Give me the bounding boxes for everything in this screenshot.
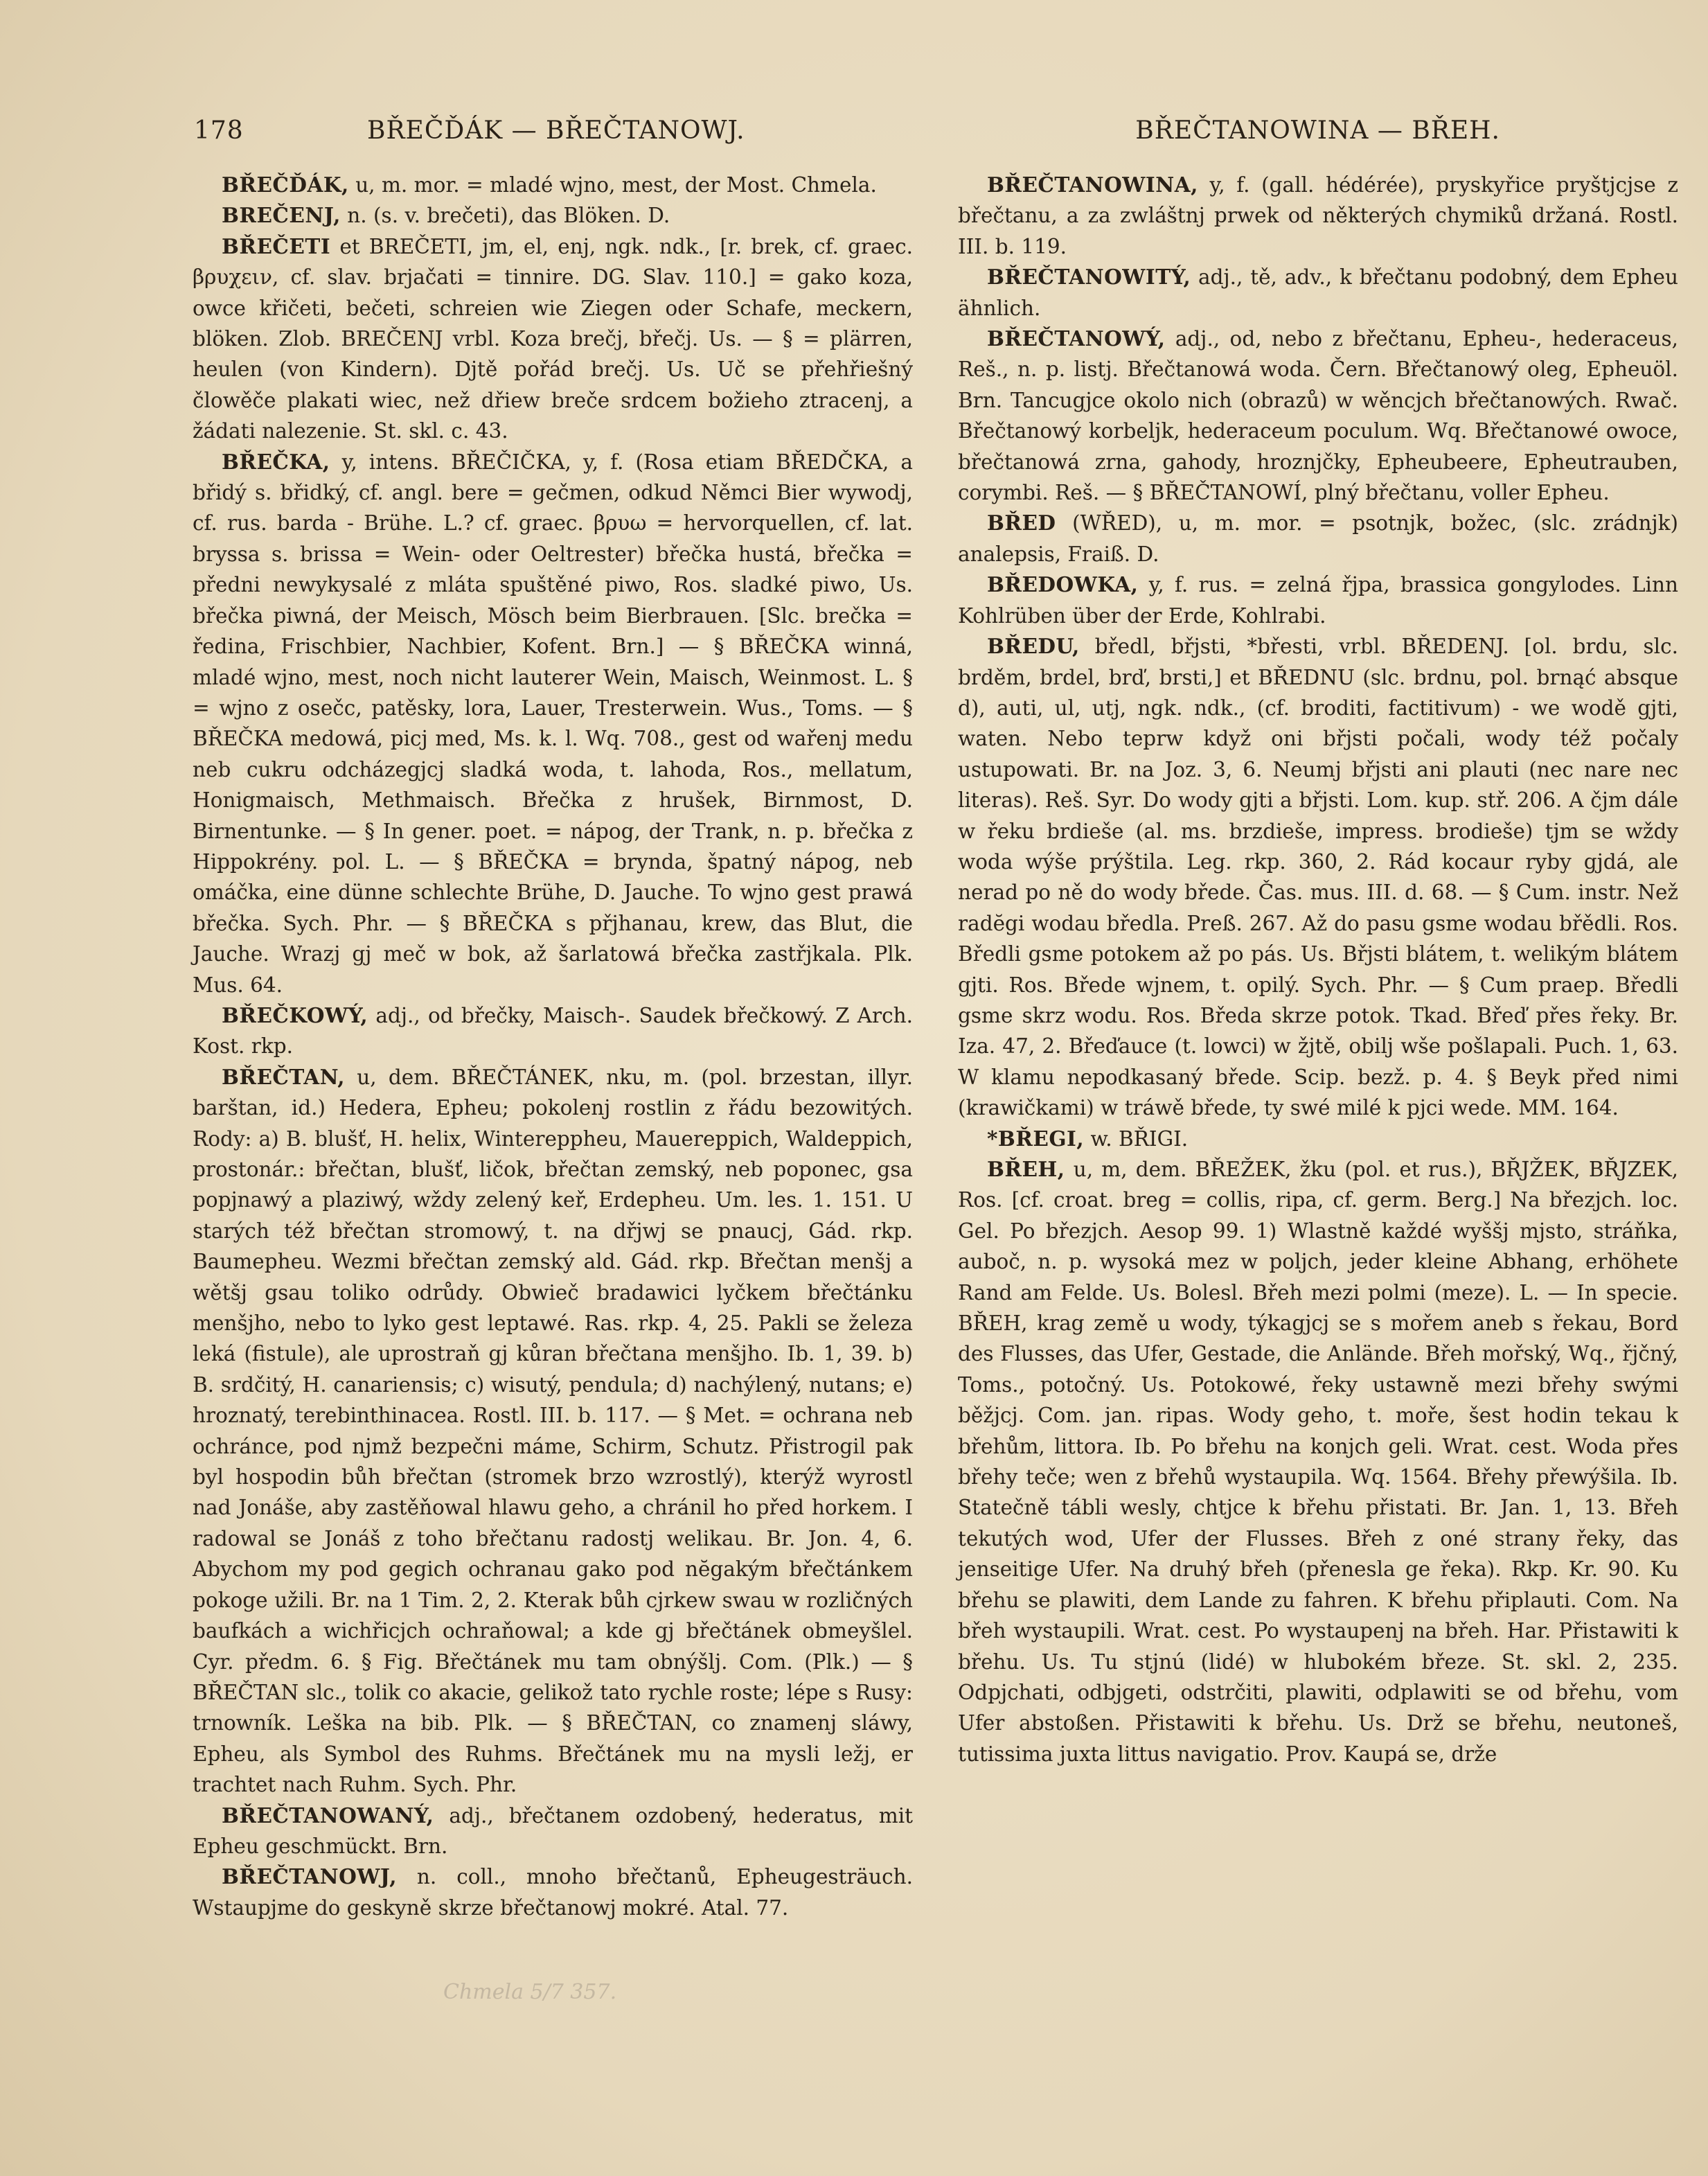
- dictionary-entry: [193, 447, 913, 1000]
- entry-text: y, f. rus. = zelná řjpa, brassica gongylodes. Linn Kohlrüben über der Erde, Kohlrabi.: [958, 573, 1678, 628]
- dictionary-entry: [958, 324, 1678, 508]
- entry-text: u, m, dem. BŘEŽEK, žku (pol. et rus.), BŘJŽEK, BŘJZEK, Ros. [cf. croat. breg = collis, ripa, cf. germ. Berg.] Na březjch. loc. Gel. Po březjch. Aesop 99. 1) Wlastně každé wyššj mjsto, stráňka, auboč, n. p. wysoká mez w poljch, jeder kleine Abhang, erhöhete Rand am Felde. Us. Bolesl. Břeh mezi polmi (meze). L. — In specie. BŘEH, krag země u wody, týkagjcj se s mořem aneb s řekau, Bord des Flusses, das Ufer, Gestade, die Anlände. Břeh mořský, Wq., řjčný, Toms., potočný. Us. Potokowé, řeky ustawně mezi břehy swými běžjcj. Com. jan. ripas. Wody geho, t. moře, šest hodin tekau k břehům, littora. Ib. Po břehu na konjch geli. Wrat. cest. Woda přes břehy teče; wen z břehů wystaupila. Wq. 1564. Břehy přewýšila. Ib. Statečně tábli wesly, chtjce k břehu přistati. Br. Jan. 1, 13. Břeh tekutých wod, Ufer der Flusses. Břeh z oné strany řeky, das jenseitige Ufer. Na druhý břeh (přenesla ge řeka). Rkp. Kr. 90. Ku břehu se plawiti, dem Lande zu fahren. K břehu připlauti. Com. Na břeh wystaupili. Wrat. cest. Po wystaupenj na břeh. Har. Přistawiti k břehu. Us. Tu stjnú (lidé) w hlubokém březe. St. skl. 2, 235. Odpjchati, odbjgeti, odstrčiti, plawiti, odplawiti se od břehu, vom Ufer abstoßen. Přistawiti k břehu. Us. Drž se břehu, neutoneš, tutissima juxta littus navigatio. Prov. Kaupá se, drže: [958, 1158, 1678, 1766]
- dictionary-entry: [193, 1801, 913, 1862]
- entry-text: bředl, břjsti, *břesti, vrbl. BŘEDENJ. [ol. brdu, slc. brděm, brdel, brď, brsti,] et BŘEDNU (slc. brdnu, pol. brnąć absque d), auti, ul, utj, ngk. ndk., (cf. broditi, factitivum) - we wodě gjti, waten. Nebo teprw když oni břjsti počali, wody též počaly ustupowati. Br. na Joz. 3, 6. Neumj břjsti ani plauti (nec nare nec literas). Reš. Syr. Do wody gjti a břjsti. Lom. kup. stř. 206. A čjm dále w řeku brdieše (al. ms. brzdieše, impress. brodieše) tjm se wždy woda wýše prýštila. Leg. rkp. 360, 2. Rád kocaur ryby gjdá, ale nerad po ně do wody břede. Čas. mus. III. d. 68. — § Cum. instr. Než radĕgi wodau bředla. Preß. 267. Až do pasu gsme wodau břědli. Ros. Bředli gsme potokem až po pás. Us. Břjsti blátem, t. welikým blátem gjti. Ros. Břede wjnem, t. opilý. Sych. Phr. — § Cum praep. Bředli gsme skrz wodu. Ros. Bředa skrze potok. Tkad. Břeď přes řeky. Br. Iza. 47, 2. Břeďauce (t. lowci) w žjtě, obilj wše pošlapali. Puch. 1, 63. W klamu nepodkasaný břede. Scip. bezž. p. 4. § Beyk před nimi (krawičkami) w tráwě břede, ty swé milé k pjci wede. MM. 164.: [958, 635, 1678, 1120]
- headword: BŘED: [987, 511, 1056, 536]
- entry-text: adj., břečtanem ozdobený, hederatus, mit Epheu geschmückt. Brn.: [193, 1803, 913, 1858]
- entry-text: y, f. (gall. hédérée), pryskyřice pryštjcjse z břečtanu, a za zwláštnj prwek od některých chymiků držaná. Rostl. III. b. 119.: [958, 173, 1678, 258]
- entry-text: w. BŘIGI.: [1090, 1126, 1189, 1151]
- headword: BŘEDOWKA,: [987, 572, 1139, 597]
- dictionary-entry: [958, 1154, 1678, 1769]
- headword: BŘEDU,: [987, 634, 1080, 659]
- dictionary-entry: [193, 1861, 913, 1923]
- pencil-annotation: Chmela 5/7 357.: [443, 1980, 617, 2004]
- entry-text: (WŘED), u, m. mor. = psotnjk, božec, (slc. zrádnjk) analepsis, Fraiß. D.: [958, 511, 1678, 566]
- dictionary-entry: [193, 231, 913, 447]
- entry-text: n. (s. v. brečeti), das Blöken. D.: [347, 204, 670, 228]
- left-running-head: BŘEČĎÁK — BŘEČTANOWJ.: [367, 116, 745, 145]
- headword: BŘEČTAN,: [222, 1064, 345, 1089]
- entry-text: u, m. mor. = mladé wjno, mest, der Most. Chmela.: [355, 173, 877, 197]
- headword: BREČENJ,: [222, 203, 341, 228]
- headword: BŘEČKOWÝ,: [222, 1002, 368, 1027]
- left-column: [193, 170, 913, 1923]
- dictionary-entry: [193, 1062, 913, 1801]
- page-header: [194, 116, 1500, 158]
- dictionary-entry: [958, 631, 1678, 1124]
- headword: BŘEČTANOWANÝ,: [222, 1803, 434, 1828]
- right-column: [958, 170, 1678, 1769]
- dictionary-entry: [958, 569, 1678, 631]
- right-running-head: BŘEČTANOWINA — BŘEH.: [1135, 116, 1500, 145]
- dictionary-entry: [958, 1124, 1678, 1154]
- dictionary-entry: [958, 262, 1678, 324]
- entry-text: adj., od břečky, Maisch-. Saudek břečkowý. Z Arch. Kost. rkp.: [193, 1003, 913, 1059]
- headword: BŘEČKA,: [222, 449, 330, 474]
- entry-text: et BREČETI, jm, el, enj, ngk. ndk., [r. brek, cf. graec. βρυχειν, cf. slav. brjačati = tinnire. DG. Slav. 110.] = gako koza, owce křičeti, bečeti, schreien wie Ziegen oder Schafe, meckern, blöken. Zlob. BREČENJ vrbl. Koza brečj, břečj. Us. — § = plärren, heulen (von Kindern). Djtě pořád brečj. Us. Uč se přehřiešný člowěče plakati wiec, než dřiew breče srdcem božieho ztracenj, a žádati nalezenie. St. skl. c. 43.: [193, 234, 913, 443]
- entry-text: adj., tě, adv., k břečtanu podobný, dem Epheu ähnlich.: [958, 265, 1678, 320]
- entry-text: y, intens. BŘEČIČKA, y, f. (Rosa etiam BŘEDČKA, a břidý s. břidký, cf. angl. bere = gečmen, odkud Němci Bier wywodj, cf. rus. barda - Brühe. L.? cf. graec. βρυω = hervorquellen, cf. lat. bryssa s. brissa = Wein- oder Oeltrester) břečka hustá, břečka = předni newykysalé z mláta spuštěné piwo, Ros. sladké piwo, Us. břečka piwná, der Meisch, Mösch beim Bierbrauen. [Slc. brečka = ředina, Frischbier, Nachbier, Kofent. Brn.] — § BŘEČKA winná, mladé wjno, mest, noch nicht lauterer Wein, Maisch, Weinmost. L. § = wjno z osečc, patěsky, lora, Lauer, Tresterwein. Wus., Toms. — § BŘEČKA medowá, picj med, Ms. k. l. Wq. 708., gest od wařenj medu neb cukru odcházegjcj sladká woda, t. lahoda, Ros., mellatum, Honigmaisch, Methmaisch. Břečka z hrušek, Birnmost, D. Birnentunke. — § In gener. poet. = nápog, der Trank, n. p. břečka z Hippokrény. pol. L. — § BŘEČKA = brynda, špatný nápog, neb omáčka, eine dünne schlechte Brühe, D. Jauche. To wjno gest prawá břečka. Sych. Phr. — § BŘEČKA s přjhanau, krew, das Blut, die Jauche. Wrazj gj meč w bok, až šarlatowá břečka zastřjkala. Plk. Mus. 64.: [193, 450, 913, 997]
- dictionary-entry: [193, 1000, 913, 1062]
- dictionary-entry: [193, 170, 913, 200]
- dictionary-entry: [958, 170, 1678, 262]
- entry-text: u, dem. BŘEČTÁNEK, nku, m. (pol. brzestan, illyr. barštan, id.) Hedera, Epheu; pokolenj rostlin z řádu bezowitých. Rody: a) B. blušť, H. helix, Wintereppheu, Mauereppich, Waldeppich, prostonár.: břečtan, blušť, ličok, břečtan zemský, neb poponec, gsa popjnawý a plaziwý, wždy zelený keř, Erdepheu. Um. les. 1. 151. U starých též břečtan stromowý, t. na dřjwj se pnaucj, Gád. rkp. Baumepheu. Wezmi břečtan zemský ald. Gád. rkp. Břečtan menšj a wětšj gsau toliko odrůdy. Obwieč bradawici lyčkem břečtánku menšjho, nebo to lyko gest leptawé. Ras. rkp. 4, 25. Pakli se železa leká (fistule), ale uprostraň gj kůran břečtana menšjho. Ib. 1, 39. b) B. srdčitý, H. canariensis; c) wisutý, pendula; d) nachýlený, nutans; e) hroznatý, terebinthinacea. Rostl. III. b. 117. — § Met. = ochrana neb ochránce, pod njmž bezpečni máme, Schirm, Schutz. Přistrogil pak byl hospodin bůh břečtan (stromek brzo wzrostlý), kterýž wyrostl nad Jonáše, aby zastěňowal hlawu geho, a chránil ho před horkem. I radowal se Jonáš z toho břečtanu radostj welikau. Br. Jon. 4, 6. Abychom my pod gegich ochranau gako pod nĕgakým břečtánkem pokoge užili. Br. na 1 Tim. 2, 2. Kterak bůh cjrkew swau w rozličných baufkách a wichřicjch ochraňowal; a kde gj břečtánek obmeyšlel. Cyr. předm. 6. § Fig. Břečtánek mu tam obnýšlj. Com. (Plk.) — § BŘEČTAN slc., tolik co akacie, gelikož tato rychle roste; lépe s Rusy: trnowník. Leška na bib. Plk. — § BŘEČTAN, co znamenj sláwy, Epheu, als Symbol des Ruhms. Břečtánek mu na mysli ležj, er trachtet nach Ruhm. Sych. Phr.: [193, 1065, 913, 1797]
- entry-text: adj., od, nebo z břečtanu, Epheu-, hederaceus, Reš., n. p. listj. Břečtanowá woda. Čern. Břečtanowý oleg, Epheuöl. Brn. Tancugjce okolo nich (obrazů) w wěncjch břečtanowých. Rwač. Břečtanowý korbeljk, hederaceum poculum. Wq. Břečtanowé owoce, břečtanowá zrna, gahody, hroznjčky, Epheubeere, Epheutrauben, corymbi. Reš. — § BŘEČTANOWÍ, plný břečtanu, voller Epheu.: [958, 327, 1678, 505]
- dictionary-entry: [958, 508, 1678, 569]
- headword: BŘEH,: [987, 1157, 1065, 1181]
- headword: BŘEČTANOWJ,: [222, 1864, 397, 1889]
- headword: *BŘEGI,: [987, 1126, 1085, 1151]
- headword: BŘEČTANOWINA,: [987, 173, 1198, 197]
- headword: BŘEČTANOWÝ,: [987, 326, 1166, 351]
- dictionary-entry: [193, 200, 913, 231]
- headword: BŘEČETI: [222, 233, 331, 258]
- entry-text: n. coll., mnoho břečtanů, Epheugesträuch. Wstaupjme do geskyně skrze břečtanowj mokré. Atal. 77.: [193, 1865, 913, 1920]
- headword: BŘEČĎÁK,: [222, 173, 349, 197]
- page-number: 178: [194, 116, 244, 145]
- headword: BŘEČTANOWITÝ,: [987, 265, 1191, 290]
